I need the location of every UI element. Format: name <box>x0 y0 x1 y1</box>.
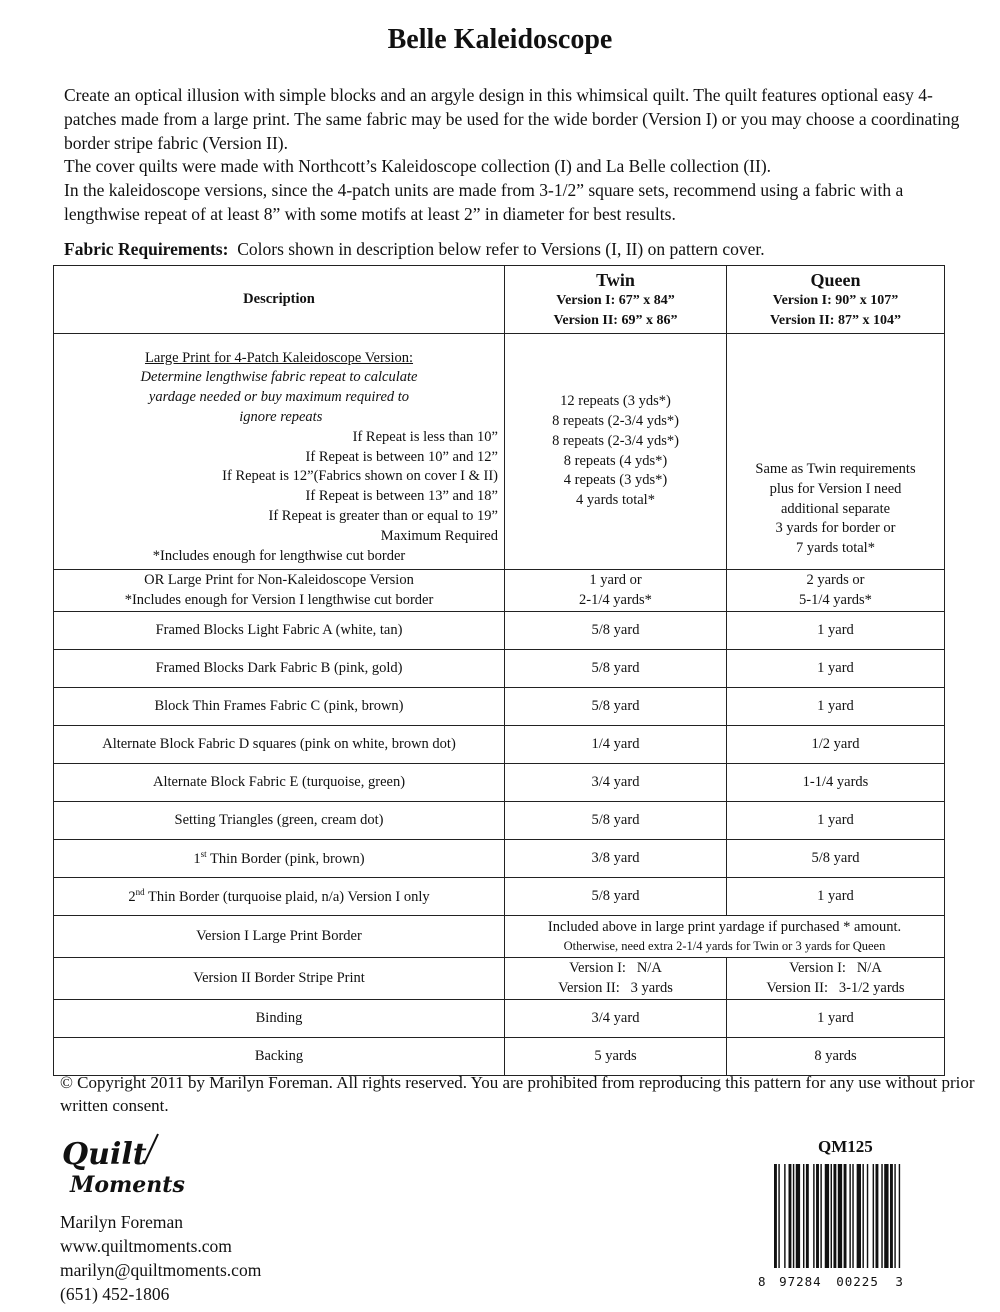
twin-value: 5/8 yard <box>505 802 727 840</box>
twin-value-line: Version I: N/A <box>569 959 662 976</box>
quilt-moments-logo <box>60 1130 190 1200</box>
twin-value <box>505 958 727 1000</box>
ordinal-number: 1 <box>193 850 201 867</box>
barcode-bar <box>844 1164 847 1268</box>
large-print-heading: Large Print for 4-Patch Kaleidoscope Version: <box>144 349 414 366</box>
barcode-number <box>758 1274 958 1289</box>
twin-value: 5 yards <box>505 1038 727 1076</box>
twin-value: 1/4 yard <box>505 726 727 764</box>
queen-value: 8 yards <box>727 1038 945 1076</box>
twin-value: 5/8 yard <box>505 650 727 688</box>
fabric-requirements-heading <box>64 239 964 260</box>
header-queen <box>727 266 945 334</box>
non-kaleidoscope-description <box>54 570 505 612</box>
row-description: Alternate Block Fabric D squares (pink on white, brown dot) <box>54 726 505 764</box>
table-row <box>54 840 945 878</box>
ordinal-suffix: nd <box>135 887 145 898</box>
barcode-bar <box>793 1164 794 1268</box>
row-description-text: Thin Border (pink, brown) <box>206 850 365 867</box>
table-row <box>54 612 945 650</box>
row-description: Version II Border Stripe Print <box>54 958 505 1000</box>
header-queen-v1: Version I: 90” x 107” <box>772 292 899 308</box>
barcode-digit: 3 <box>895 1274 904 1289</box>
queen-value: 1-1/4 yards <box>727 764 945 802</box>
logo-word: Quilt <box>62 1137 147 1172</box>
barcode-digits-left: 97284 <box>779 1274 822 1289</box>
queen-requirement-line: 3 yards for border or <box>775 520 896 537</box>
queen-value: 1 yard <box>727 802 945 840</box>
queen-value: 1/2 yard <box>727 726 945 764</box>
page-title: Belle Kaleidoscope <box>387 24 613 55</box>
barcode-bar <box>838 1164 842 1268</box>
queen-value: 1 yard <box>727 878 945 916</box>
queen-value: 1 yard <box>727 650 945 688</box>
queen-requirement-line: additional separate <box>780 500 891 517</box>
large-print-note: ignore repeats <box>235 409 323 425</box>
barcode-bar <box>890 1164 893 1268</box>
table-row <box>54 726 945 764</box>
twin-value: 5/8 yard <box>505 688 727 726</box>
contact-email: marilyn@quiltmoments.com <box>60 1260 262 1280</box>
barcode-bar <box>825 1164 829 1268</box>
fabric-requirements-note: Colors shown in description below refer to Versions (I, II) on pattern cover. <box>237 239 765 259</box>
large-print-footnote: *Includes enough for lengthwise cut border <box>152 547 406 564</box>
row-description: Binding <box>54 1000 505 1038</box>
large-print-note: Determine lengthwise fabric repeat to calculate <box>140 369 418 386</box>
twin-repeat-value: 4 repeats (3 yds*) <box>563 472 668 489</box>
barcode-bar <box>778 1164 779 1268</box>
header-twin-v1: Version I: 67” x 84” <box>556 292 675 308</box>
header-twin-title: Twin <box>596 269 635 290</box>
twin-repeat-value: 4 yards total* <box>576 492 655 509</box>
ordinal-number: 2 <box>128 888 136 905</box>
header-description: Description <box>54 266 505 334</box>
twin-repeat-value: 12 repeats (3 yds*) <box>560 393 671 410</box>
ordinal-suffix: st <box>200 849 207 860</box>
queen-value <box>727 958 945 1000</box>
copyright-notice: © Copyright 2011 by Marilyn Foreman. All rights reserved. You are prohibited from reproducing this pattern for any use without prior written consent. <box>60 1073 975 1115</box>
large-print-twin <box>505 334 727 570</box>
table-row <box>54 958 945 1000</box>
table-row <box>54 878 945 916</box>
row-description: Setting Triangles (green, cream dot) <box>54 802 505 840</box>
twin-repeat-value: 8 repeats (2-3/4 yds*) <box>552 412 679 429</box>
row-description: Framed Blocks Light Fabric A (white, tan) <box>54 612 505 650</box>
row-description: Backing <box>54 1038 505 1076</box>
twin-repeat-value: 8 repeats (2-3/4 yds*) <box>552 432 679 449</box>
v1-border-note-line: Otherwise, need extra 2-1/4 yards for Twin or 3 yards for Queen <box>563 938 886 953</box>
fabric-requirements-label: Fabric Requirements: <box>64 239 229 259</box>
queen-value-line: Version II: 3-1/2 yards <box>766 979 905 996</box>
queen-value: 1 yard <box>727 612 945 650</box>
repeat-condition: If Repeat is less than 10” <box>352 428 498 445</box>
twin-value-line: Version II: 3 yards <box>558 979 673 996</box>
contact-phone: (651) 452-1806 <box>60 1284 170 1304</box>
twin-value: 2-1/4 yards* <box>579 591 652 608</box>
row-description: Framed Blocks Dark Fabric B (pink, gold) <box>54 650 505 688</box>
large-print-queen <box>727 334 945 570</box>
queen-requirement-line: 7 yards total* <box>796 540 875 557</box>
repeat-condition: If Repeat is between 10” and 12” <box>305 448 498 465</box>
barcode-bar <box>796 1164 800 1268</box>
repeat-condition: If Repeat is between 13” and 18” <box>305 488 498 505</box>
v1-border-note <box>505 916 945 958</box>
queen-requirement-line: plus for Version I need <box>769 480 902 497</box>
table-row <box>54 334 945 570</box>
barcode-icon <box>772 1164 947 1274</box>
barcode-bar <box>789 1164 792 1268</box>
repeat-condition: Maximum Required <box>380 527 498 544</box>
twin-value: 5/8 yard <box>505 878 727 916</box>
header-queen-v2: Version II: 87” x 104” <box>770 312 901 328</box>
repeat-condition: If Repeat is 12”(Fabrics shown on cover I & II) <box>222 468 498 485</box>
twin-repeat-value: 8 repeats (4 yds*) <box>563 452 668 469</box>
queen-requirement-line: Same as Twin requirements <box>755 461 916 477</box>
twin-value: 3/4 yard <box>505 1000 727 1038</box>
row-description: Block Thin Frames Fabric C (pink, brown) <box>54 688 505 726</box>
barcode-bar <box>816 1164 819 1268</box>
row-description-note: *Includes enough for Version I lengthwise cut border <box>124 591 434 608</box>
table-row <box>54 570 945 612</box>
intro-paragraph: The cover quilts were made with Northcott’s Kaleidoscope collection (I) and La Belle collection (II). <box>64 156 772 177</box>
barcode-bar <box>784 1164 785 1268</box>
barcode-bar <box>849 1164 850 1268</box>
barcode-bar <box>867 1164 868 1268</box>
barcode-digits-right: 00225 <box>836 1274 879 1289</box>
intro-text <box>64 84 964 227</box>
twin-value: 3/8 yard <box>505 840 727 878</box>
product-code: QM125 <box>818 1137 873 1156</box>
barcode-bar <box>881 1164 882 1268</box>
twin-value: 5/8 yard <box>505 612 727 650</box>
row-description-text: Thin Border (turquoise plaid, n/a) Version I only <box>144 888 430 905</box>
queen-value: 5/8 yard <box>727 840 945 878</box>
row-description: Alternate Block Fabric E (turquoise, green) <box>54 764 505 802</box>
header-twin <box>505 266 727 334</box>
table-row <box>54 764 945 802</box>
twin-value: 1 yard or <box>589 571 642 588</box>
large-print-note: yardage needed or buy maximum required to <box>148 389 410 406</box>
v1-border-note-line: Included above in large print yardage if purchased * amount. <box>547 919 902 936</box>
row-description: OR Large Print for Non-Kaleidoscope Version <box>144 571 414 588</box>
barcode-bar <box>806 1164 809 1268</box>
barcode-bar <box>857 1164 861 1268</box>
barcode-bar <box>831 1164 832 1268</box>
barcode-bar <box>774 1164 777 1268</box>
repeat-condition: If Repeat is greater than or equal to 19” <box>268 507 498 524</box>
barcode-bar <box>894 1164 895 1268</box>
barcode-bar <box>873 1164 874 1268</box>
table-row <box>54 802 945 840</box>
table-row <box>54 916 945 958</box>
queen-value: 2 yards or <box>806 571 865 588</box>
queen-value: 5-1/4 yards* <box>799 591 872 608</box>
barcode-bar <box>813 1164 814 1268</box>
row-description <box>54 840 505 878</box>
queen-value-line: Version I: N/A <box>789 959 882 976</box>
table-row <box>54 1038 945 1076</box>
intro-paragraph: In the kaleidoscope versions, since the 4-patch units are made from 3-1/2” square sets, recommend using a fabric with a lengthwise repeat of at least 8” with some motifs at least 2” in diameter for best results. <box>64 180 904 224</box>
barcode-digit: 8 <box>758 1274 767 1289</box>
intro-paragraph: Create an optical illusion with simple blocks and an argyle design in this whimsical quilt. The quilt features optional easy 4-patches made from a large print. The same fabric may be used for the wide border (Version I) or you may choose a coordinating border stripe fabric (Version II). <box>64 85 960 153</box>
contact-info <box>60 1210 261 1306</box>
header-queen-title: Queen <box>810 269 861 290</box>
contact-website: www.quiltmoments.com <box>60 1236 232 1256</box>
row-description <box>54 878 505 916</box>
table-header-row <box>54 266 945 334</box>
barcode-bar <box>833 1164 836 1268</box>
barcode-bar <box>899 1164 900 1268</box>
queen-value: 1 yard <box>727 688 945 726</box>
barcode-bar <box>884 1164 888 1268</box>
table-row <box>54 688 945 726</box>
barcode-bar <box>803 1164 804 1268</box>
barcode-bar <box>820 1164 821 1268</box>
row-description: Version I Large Print Border <box>54 916 505 958</box>
non-kaleidoscope-twin <box>505 570 727 612</box>
queen-value: 1 yard <box>727 1000 945 1038</box>
barcode-bar <box>876 1164 879 1268</box>
logo-word: Moments <box>70 1172 185 1198</box>
non-kaleidoscope-queen <box>727 570 945 612</box>
table-row <box>54 1000 945 1038</box>
fabric-requirements-table <box>53 265 945 1076</box>
contact-name: Marilyn Foreman <box>60 1212 183 1232</box>
twin-value: 3/4 yard <box>505 764 727 802</box>
large-print-description <box>54 334 505 570</box>
barcode-bar <box>852 1164 853 1268</box>
barcode-bar <box>862 1164 863 1268</box>
table-row <box>54 650 945 688</box>
header-twin-v2: Version II: 69” x 86” <box>553 312 678 328</box>
